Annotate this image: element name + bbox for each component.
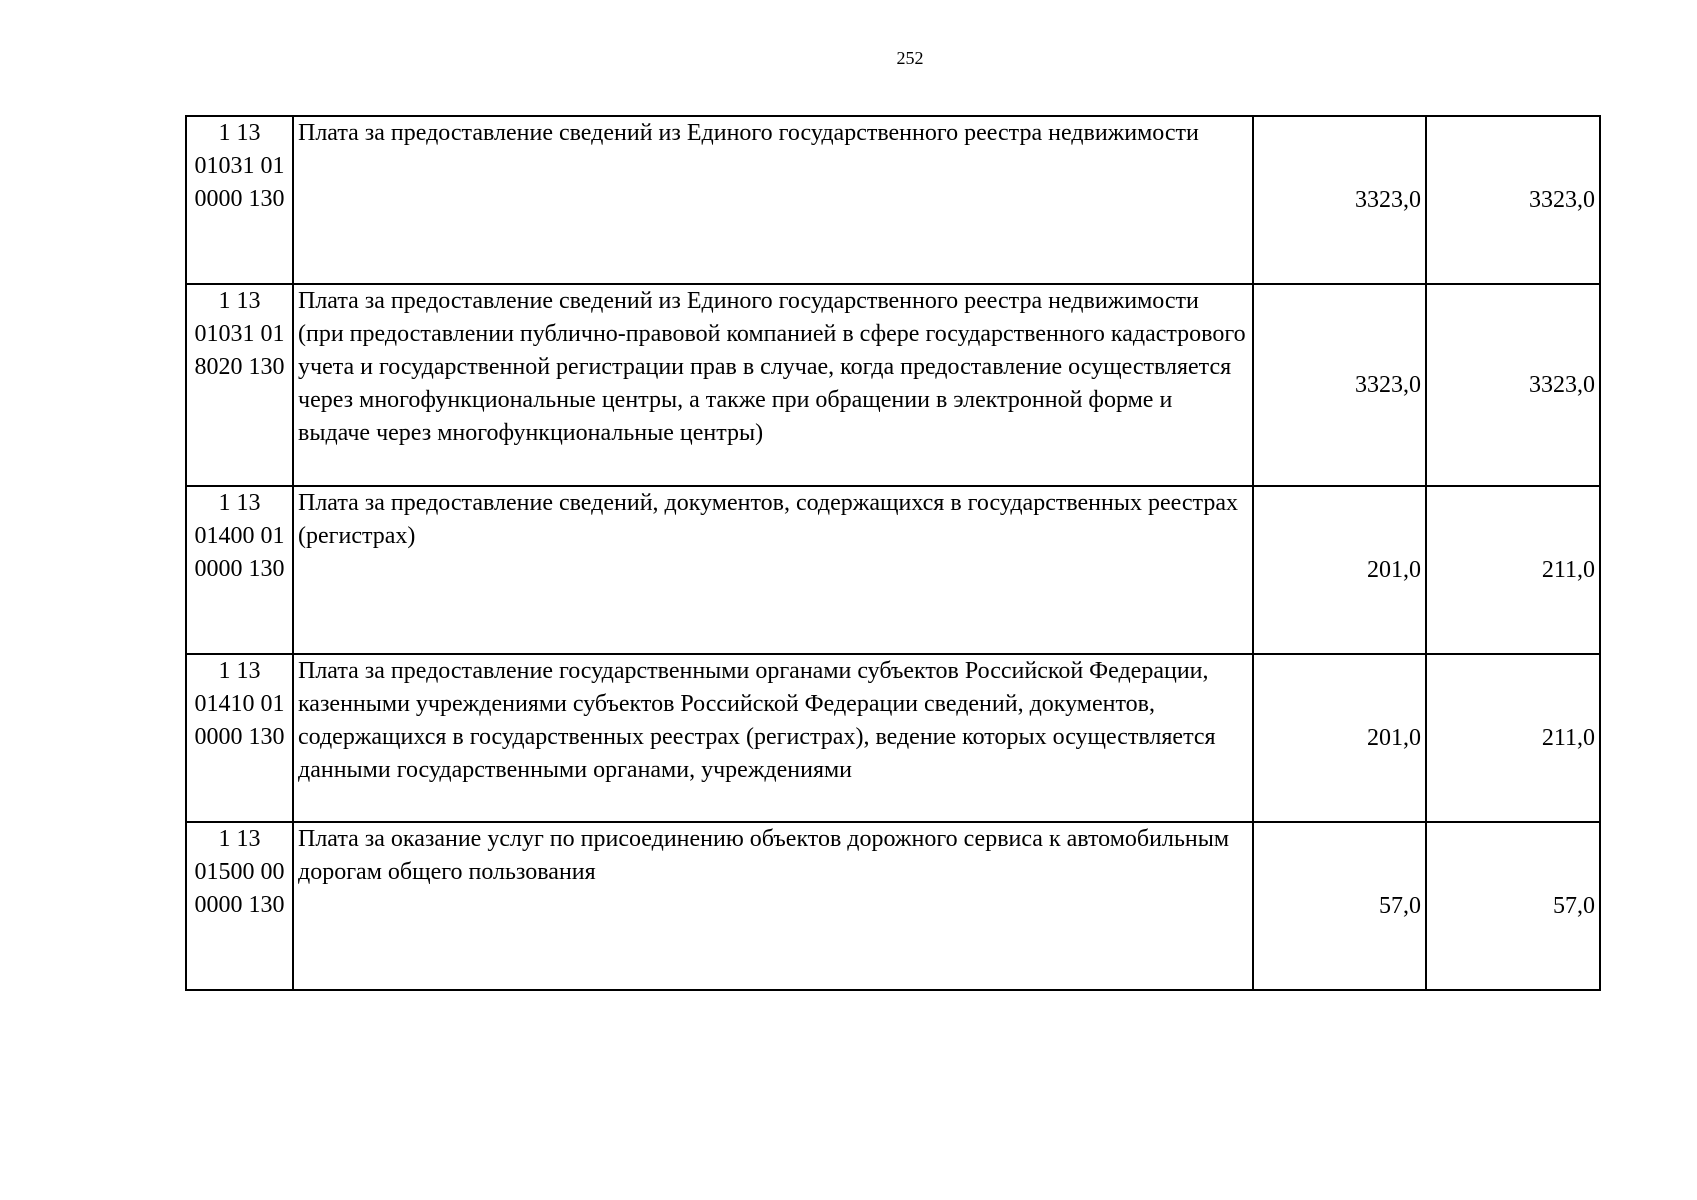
budget-code-line: 1 13 bbox=[218, 288, 261, 314]
revenue-name-cell: Плата за предоставление государственными органами субъектов Российской Федерации, казенными учреждениями субъектов Российской Федерации сведений, документов, содержащихся в государственных реестрах (регистрах), ведение которых осуществляется данными государственными органами, учреждениями bbox=[293, 654, 1253, 822]
value-2-cell: 3323,0 bbox=[1426, 284, 1600, 486]
budget-code-line: 0000 130 bbox=[194, 892, 285, 918]
table-row bbox=[186, 116, 1600, 284]
value-2-cell: 57,0 bbox=[1426, 822, 1600, 990]
page-number: 252 bbox=[896, 48, 924, 68]
budget-code-line: 01031 01 bbox=[194, 153, 285, 179]
table-row bbox=[186, 284, 1600, 486]
revenue-table bbox=[185, 115, 1601, 991]
budget-code-cell bbox=[186, 116, 293, 284]
budget-code-line: 1 13 bbox=[218, 826, 261, 852]
budget-code-cell bbox=[186, 822, 293, 990]
revenue-name-cell: Плата за предоставление сведений из Единого государственного реестра недвижимости bbox=[293, 116, 1253, 284]
budget-code-line: 01031 01 bbox=[194, 321, 285, 347]
value-1-cell: 57,0 bbox=[1253, 822, 1426, 990]
budget-code-line: 0000 130 bbox=[194, 186, 285, 212]
revenue-name-cell: Плата за предоставление сведений из Единого государственного реестра недвижимости (при предоставлении публично-правовой компанией в сфере государственного кадастрового учета и государственной регистрации прав в случае, когда предоставление осуществляется через многофункциональные центры, а также при обращении в электронной форме и выдаче через многофункциональные центры) bbox=[293, 284, 1253, 486]
budget-code-line: 01500 00 bbox=[194, 859, 285, 885]
budget-code-line: 0000 130 bbox=[194, 556, 285, 582]
table-row bbox=[186, 654, 1600, 822]
revenue-name-cell: Плата за предоставление сведений, документов, содержащихся в государственных реестрах (регистрах) bbox=[293, 486, 1253, 654]
budget-code-cell bbox=[186, 284, 293, 486]
budget-code-line: 0000 130 bbox=[194, 724, 285, 750]
budget-code-cell bbox=[186, 654, 293, 822]
budget-code-line: 01400 01 bbox=[194, 523, 285, 549]
table-row bbox=[186, 822, 1600, 990]
value-2-cell: 211,0 bbox=[1426, 486, 1600, 654]
revenue-name-cell: Плата за оказание услуг по присоединению объектов дорожного сервиса к автомобильным дорогам общего пользования bbox=[293, 822, 1253, 990]
budget-code-line: 8020 130 bbox=[194, 354, 285, 380]
table-row bbox=[186, 486, 1600, 654]
budget-code-line: 01410 01 bbox=[194, 691, 285, 717]
budget-code-line: 1 13 bbox=[218, 490, 261, 516]
value-1-cell: 3323,0 bbox=[1253, 284, 1426, 486]
budget-code-line: 1 13 bbox=[218, 658, 261, 684]
budget-code-cell bbox=[186, 486, 293, 654]
value-1-cell: 3323,0 bbox=[1253, 116, 1426, 284]
value-2-cell: 211,0 bbox=[1426, 654, 1600, 822]
budget-code-line: 1 13 bbox=[218, 120, 261, 146]
value-2-cell: 3323,0 bbox=[1426, 116, 1600, 284]
value-1-cell: 201,0 bbox=[1253, 486, 1426, 654]
value-1-cell: 201,0 bbox=[1253, 654, 1426, 822]
